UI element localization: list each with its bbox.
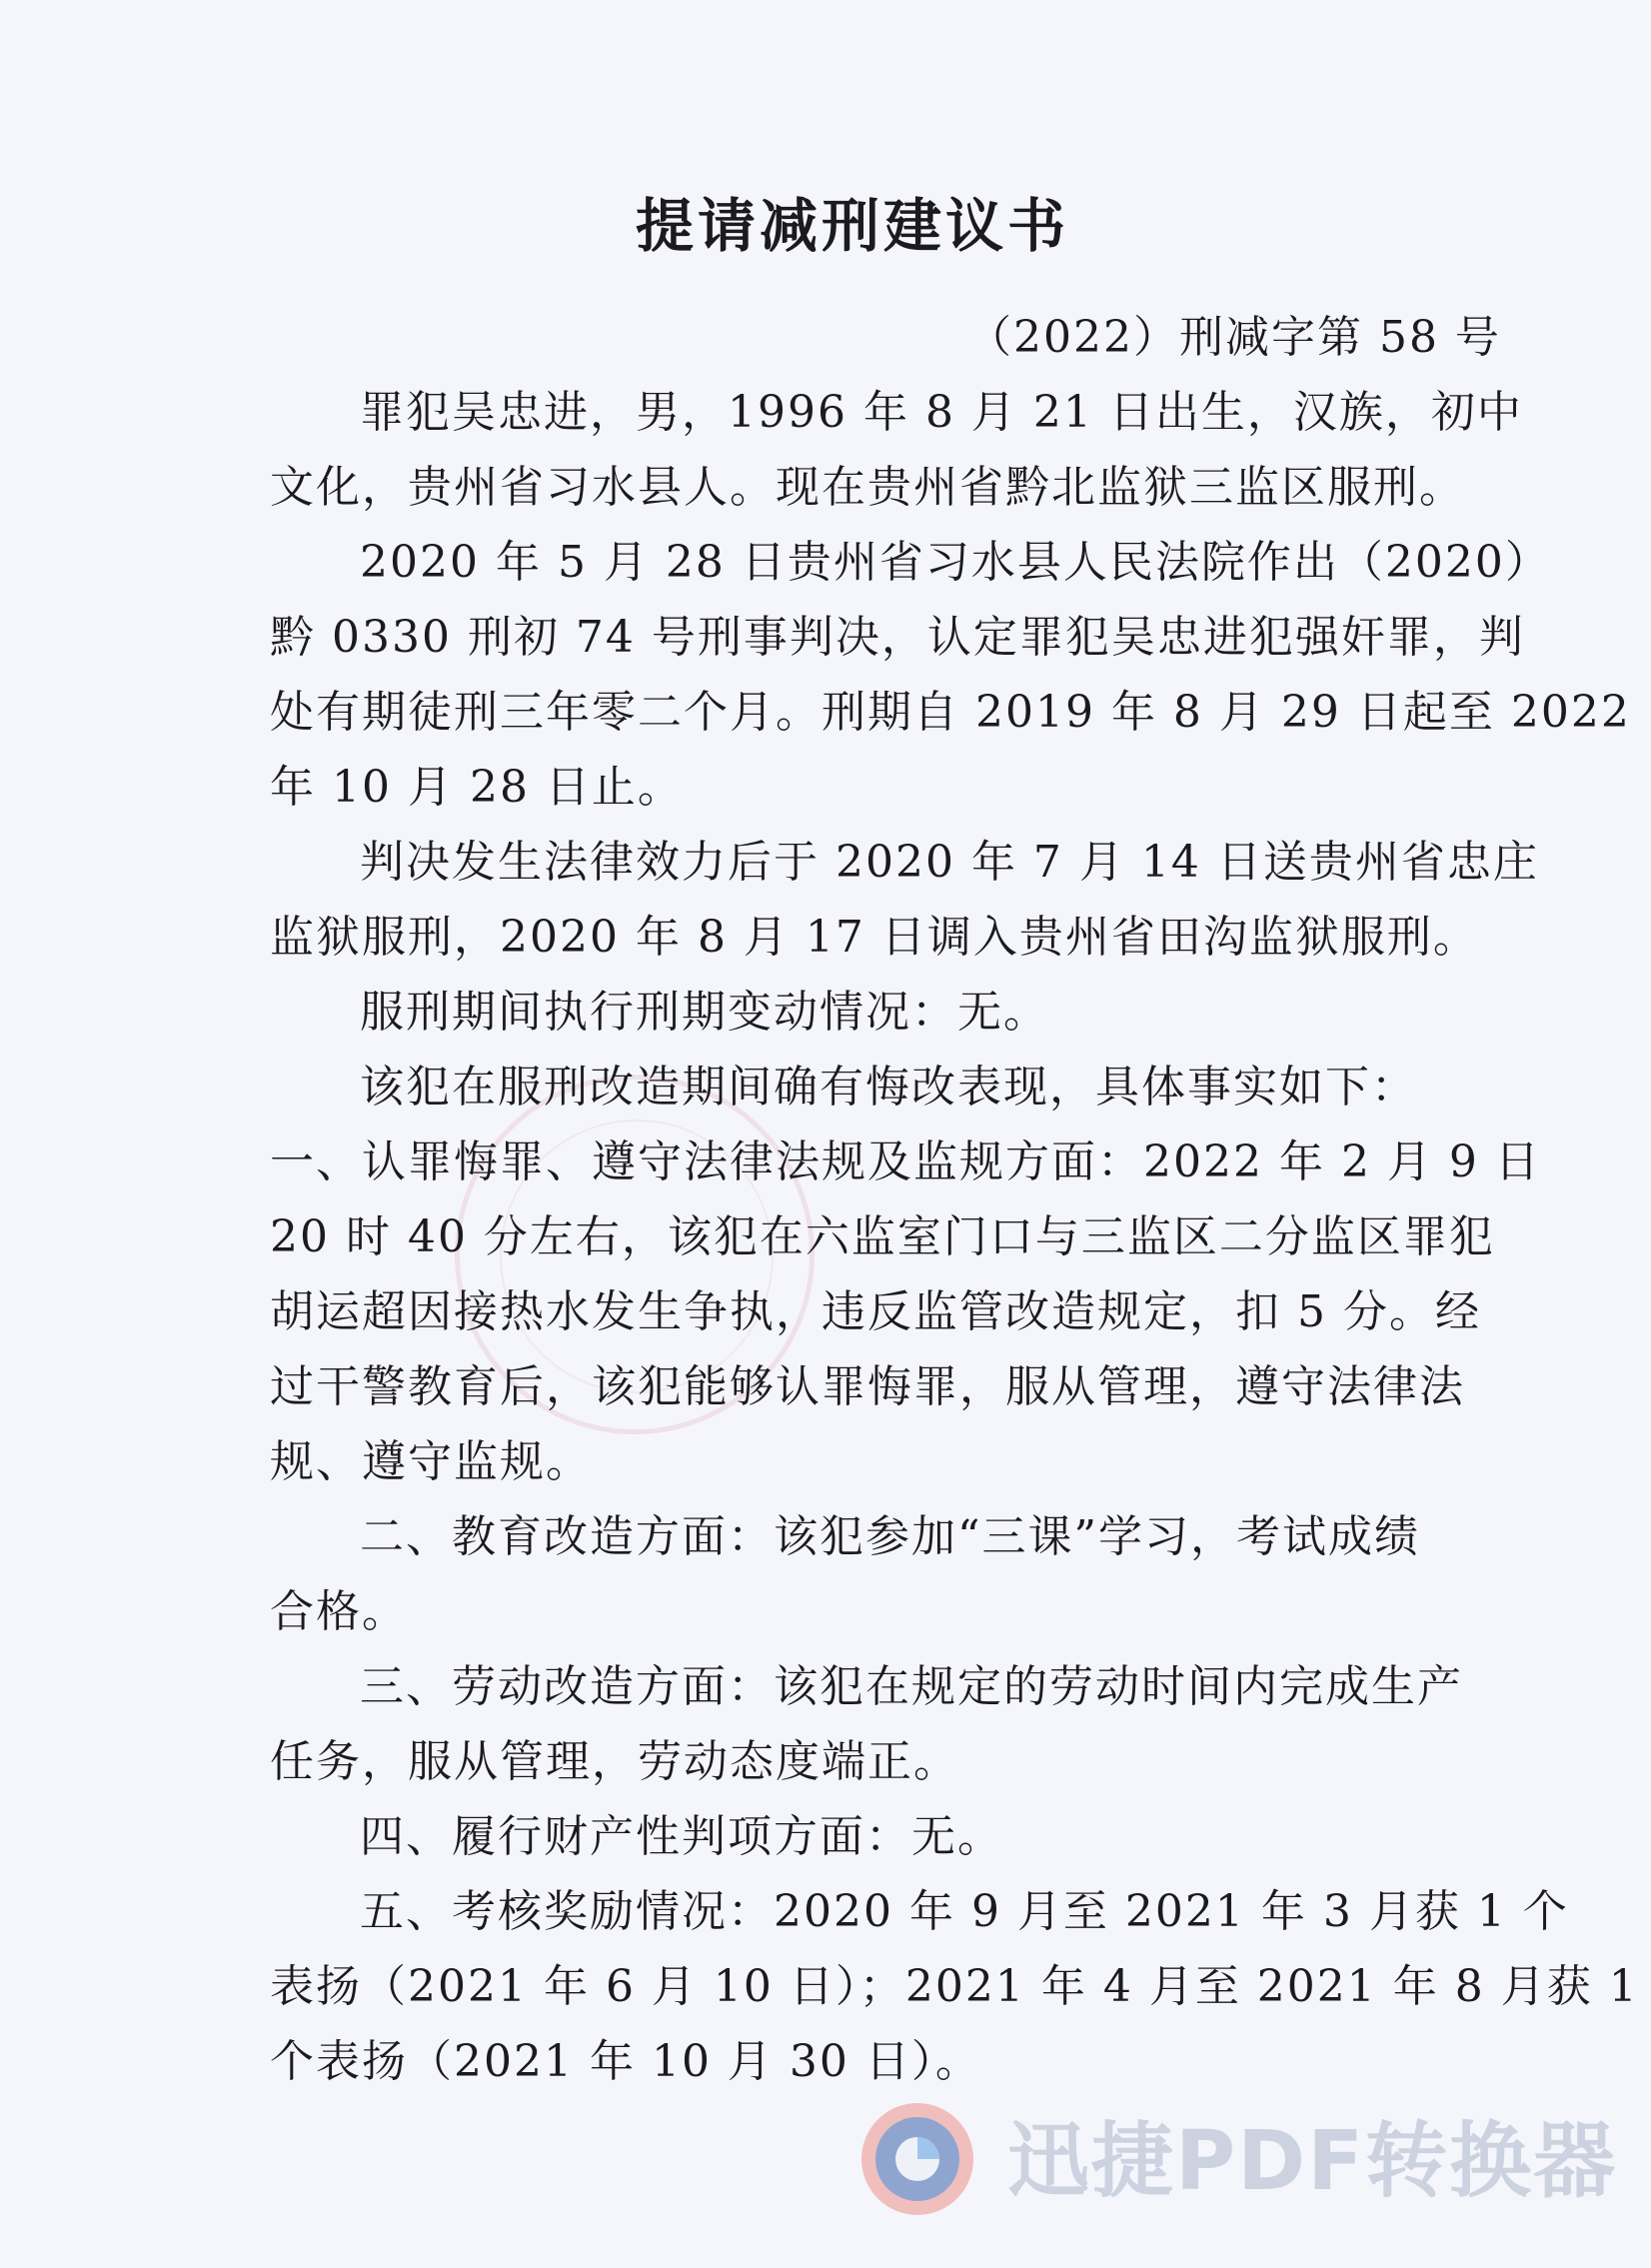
body-line: 处有期徒刑三年零二个月。刑期自 2019 年 8 月 29 日起至 2022 [270, 687, 1631, 738]
body-line: 二、教育改造方面：该犯参加“三课”学习，考试成绩 [360, 1511, 1420, 1562]
body-line: 表扬（2021 年 6 月 10 日）；2021 年 4 月至 2021 年 8 月获 1 [270, 1961, 1639, 2012]
body-line: 监狱服刑，2020 年 8 月 17 日调入贵州省田沟监狱服刑。 [270, 912, 1479, 963]
body-line: 文化，贵州省习水县人。现在贵州省黔北监狱三监区服刑。 [270, 462, 1465, 513]
body-line: 三、劳动改造方面：该犯在规定的劳动时间内完成生产 [360, 1661, 1463, 1712]
body-line: 黔 0330 刑初 74 号刑事判决，认定罪犯吴忠进犯强奸罪，判 [270, 612, 1525, 663]
body-line: 罪犯吴忠进，男，1996 年 8 月 21 日出生，汉族，初中 [360, 387, 1523, 438]
body-line: 胡运超因接热水发生争执，违反监管改造规定，扣 5 分。经 [270, 1286, 1481, 1337]
body-line: 20 时 40 分左右，该犯在六监室门口与三监区二分监区罪犯 [270, 1211, 1495, 1262]
body-line: 过干警教育后，该犯能够认罪悔罪，服从管理，遵守法律法 [270, 1361, 1465, 1412]
body-line: 年 10 月 28 日止。 [270, 762, 684, 813]
body-line: 规、遵守监规。 [270, 1436, 592, 1487]
body-line: 合格。 [270, 1586, 408, 1637]
watermark-text: 迅捷PDF转换器 [1007, 2114, 1618, 2209]
body-line: 2020 年 5 月 28 日贵州省习水县人民法院作出（2020） [360, 537, 1551, 588]
body-line: 五、考核奖励情况：2020 年 9 月至 2021 年 3 月获 1 个 [360, 1886, 1569, 1937]
body-line: 一、认罪悔罪、遵守法律法规及监规方面：2022 年 2 月 9 日 [270, 1136, 1541, 1187]
body-line: 该犯在服刑改造期间确有悔改表现，具体事实如下： [360, 1062, 1417, 1113]
document-title: 提请减刑建议书 [636, 192, 1070, 260]
body-line: 个表扬（2021 年 10 月 30 日）。 [270, 2036, 981, 2087]
body-line: 任务，服从管理，劳动态度端正。 [270, 1736, 959, 1787]
body-line: 服刑期间执行刑期变动情况：无。 [360, 987, 1049, 1038]
xunjie-pdf-logo-icon [857, 2099, 977, 2219]
body-line: 判决发生法律效力后于 2020 年 7 月 14 日送贵州省忠庄 [360, 837, 1539, 888]
body-line: 四、履行财产性判项方面：无。 [360, 1811, 1003, 1862]
document-number: （2022）刑减字第 58 号 [967, 312, 1501, 363]
